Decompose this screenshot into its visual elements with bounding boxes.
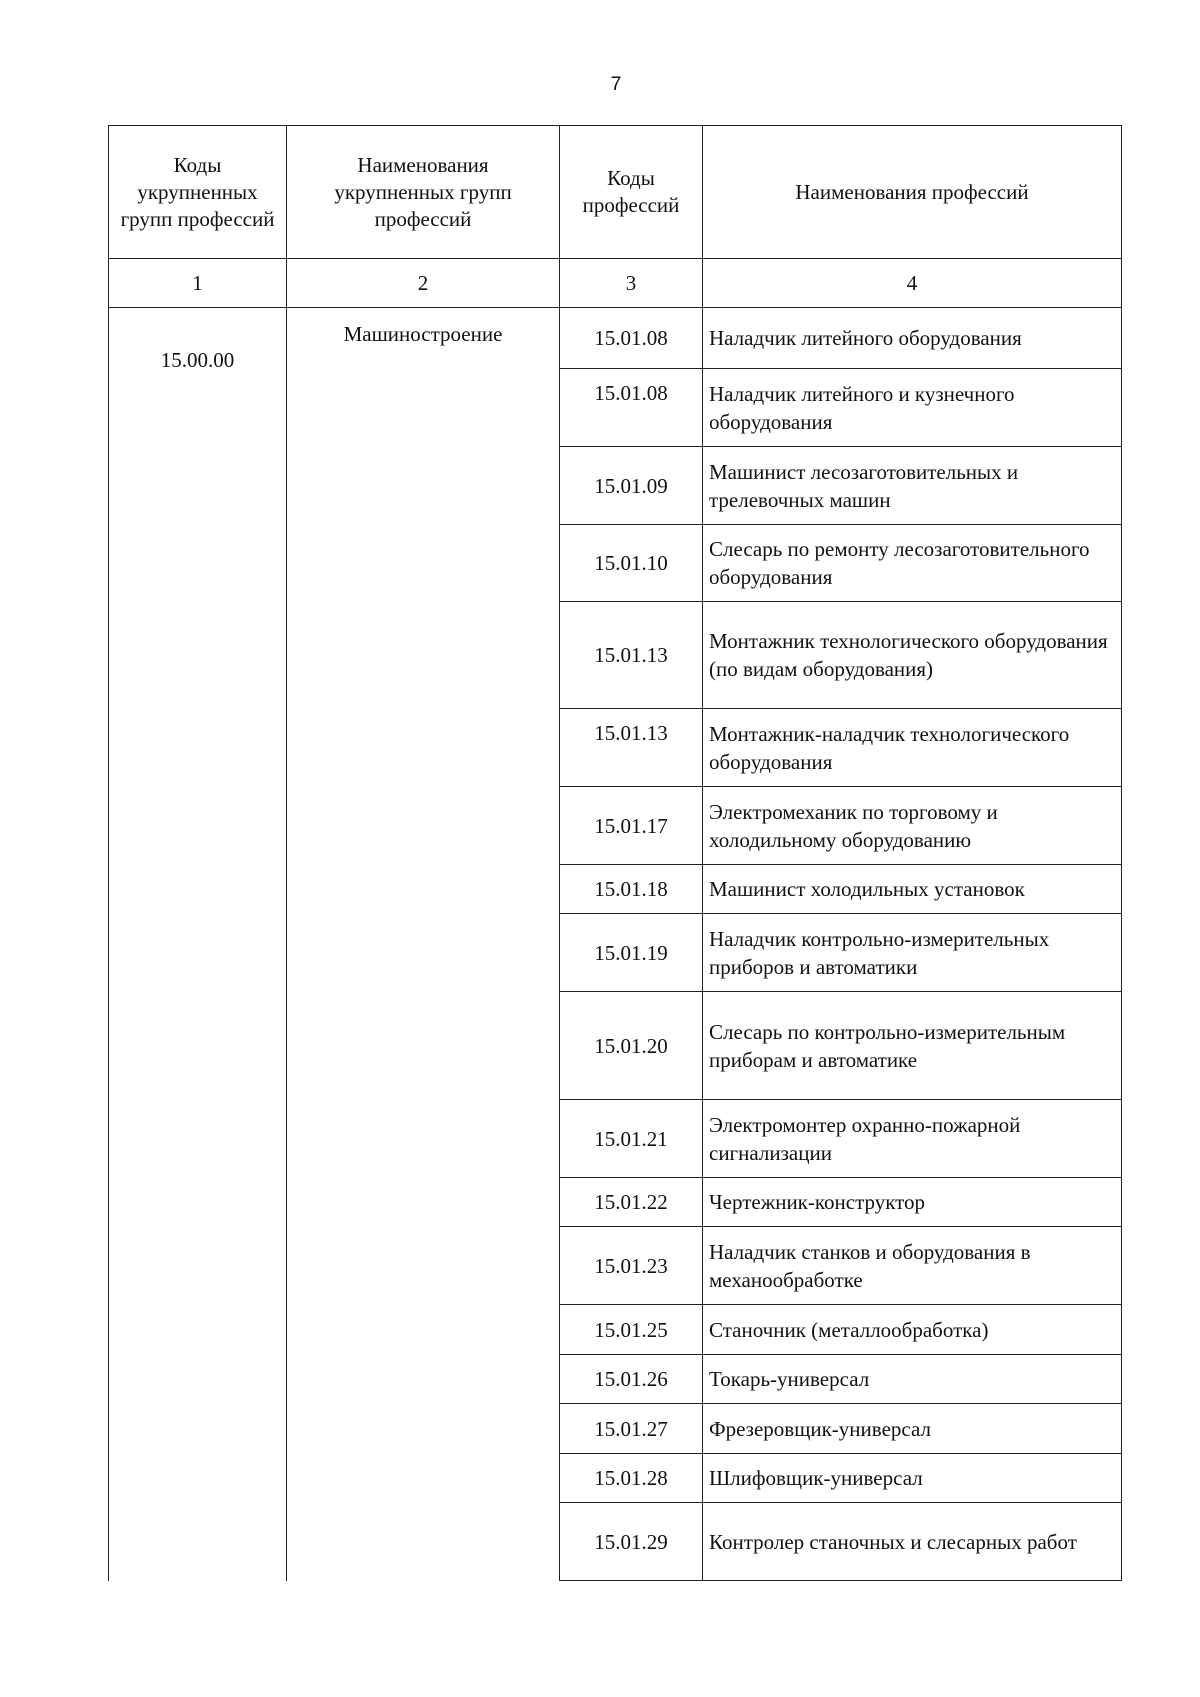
profession-code: 15.01.25 xyxy=(560,1305,703,1355)
profession-code: 15.01.18 xyxy=(560,865,703,914)
profession-code: 15.01.23 xyxy=(560,1227,703,1305)
column-number: 2 xyxy=(287,259,560,308)
profession-name: Наладчик литейного оборудования xyxy=(703,308,1122,369)
profession-code: 15.01.26 xyxy=(560,1355,703,1404)
profession-code: 15.01.08 xyxy=(560,308,703,369)
profession-name: Чертежник-конструктор xyxy=(703,1178,1122,1227)
header-group-codes: Коды укрупненных групп профессий xyxy=(109,126,287,259)
profession-code: 15.01.17 xyxy=(560,787,703,865)
header-profession-names: Наименования профессий xyxy=(703,126,1122,259)
page-number: 7 xyxy=(610,74,622,95)
profession-name: Электромонтер охранно-пожарной сигнализации xyxy=(703,1100,1122,1178)
profession-code: 15.01.10 xyxy=(560,525,703,602)
profession-name: Наладчик контрольно-измерительных приборов и автоматики xyxy=(703,914,1122,992)
profession-name: Машинист холодильных установок xyxy=(703,865,1122,914)
profession-code: 15.01.27 xyxy=(560,1404,703,1454)
group-code: 15.00.00 xyxy=(109,308,287,1581)
profession-name: Контролер станочных и слесарных работ xyxy=(703,1503,1122,1581)
profession-name: Монтажник технологического оборудования (по видам оборудования) xyxy=(703,602,1122,709)
profession-code: 15.01.29 xyxy=(560,1503,703,1581)
group-name: Машиностроение xyxy=(287,308,560,1581)
profession-name: Слесарь по контрольно-измерительным приборам и автоматике xyxy=(703,992,1122,1100)
column-number: 3 xyxy=(560,259,703,308)
header-profession-codes: Коды профессий xyxy=(560,126,703,259)
profession-name: Электромеханик по торговому и холодильному оборудованию xyxy=(703,787,1122,865)
profession-code: 15.01.20 xyxy=(560,992,703,1100)
profession-name: Наладчик станков и оборудования в механообработке xyxy=(703,1227,1122,1305)
header-group-names: Наименования укрупненных групп профессий xyxy=(287,126,560,259)
profession-code: 15.01.09 xyxy=(560,447,703,525)
profession-name: Машинист лесозаготовительных и трелевочных машин xyxy=(703,447,1122,525)
profession-code: 15.01.22 xyxy=(560,1178,703,1227)
header-row xyxy=(109,126,1122,259)
table-row xyxy=(109,308,1122,369)
column-number: 1 xyxy=(109,259,287,308)
profession-name: Монтажник-наладчик технологического оборудования xyxy=(703,709,1122,787)
profession-code: 15.01.28 xyxy=(560,1454,703,1503)
profession-code: 15.01.19 xyxy=(560,914,703,992)
profession-code: 15.01.21 xyxy=(560,1100,703,1178)
column-number: 4 xyxy=(703,259,1122,308)
profession-code: 15.01.08 xyxy=(560,369,703,447)
profession-name: Фрезеровщик-универсал xyxy=(703,1404,1122,1454)
profession-name: Станочник (металлообработка) xyxy=(703,1305,1122,1355)
profession-code: 15.01.13 xyxy=(560,602,703,709)
profession-name: Токарь-универсал xyxy=(703,1355,1122,1404)
profession-name: Слесарь по ремонту лесозаготовительного оборудования xyxy=(703,525,1122,602)
profession-name: Наладчик литейного и кузнечного оборудования xyxy=(703,369,1122,447)
profession-code: 15.01.13 xyxy=(560,709,703,787)
profession-name: Шлифовщик-универсал xyxy=(703,1454,1122,1503)
column-number-row xyxy=(109,259,1122,308)
professions-table xyxy=(108,125,1122,1581)
